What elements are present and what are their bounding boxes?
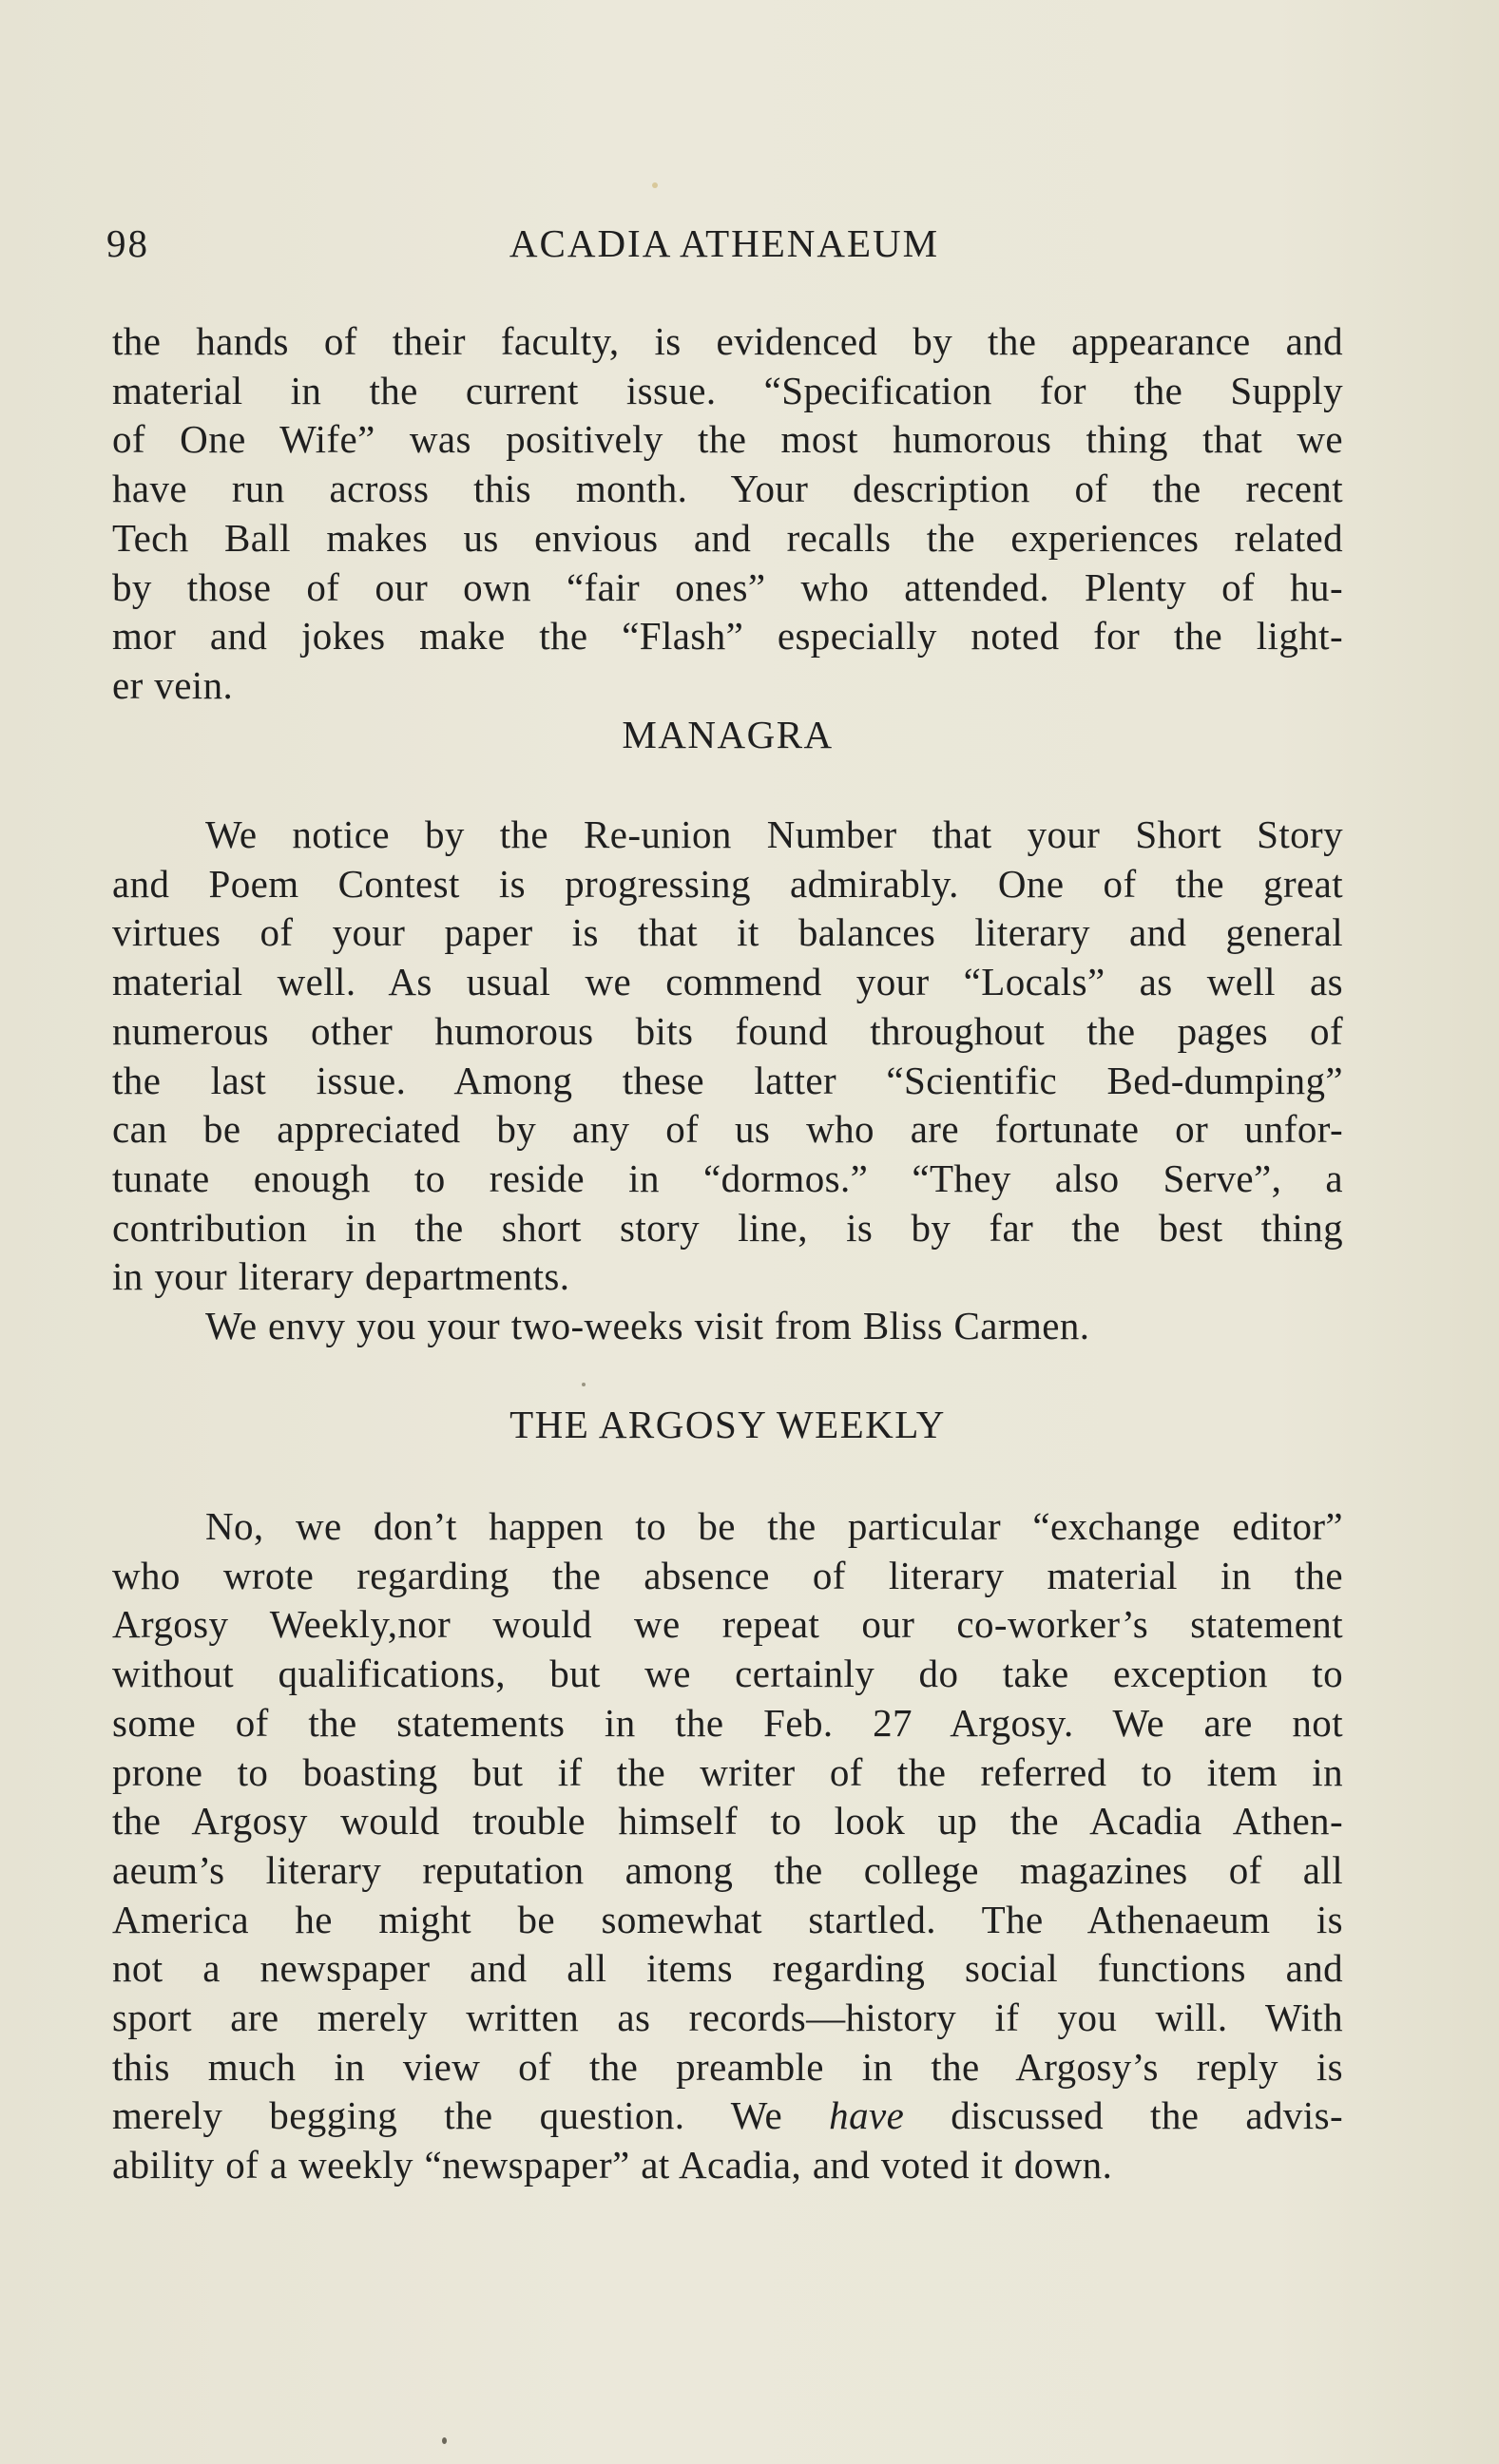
paper-speck bbox=[652, 182, 658, 188]
text-line: without qualifications, but we certainly do take exception to bbox=[112, 1652, 1343, 1696]
managra-review bbox=[112, 811, 1343, 1351]
text-line-mixed bbox=[112, 2092, 1343, 2141]
flash-review-continued bbox=[112, 317, 1343, 711]
text-line: the hands of their faculty, is evidenced by the appearance and bbox=[112, 319, 1343, 363]
text-line: some of the statements in the Feb. 27 Argosy. We are not bbox=[112, 1700, 1343, 1745]
text-run: merely begging the question. We bbox=[112, 2093, 783, 2138]
page-number: 98 bbox=[106, 221, 149, 265]
text-line: prone to boasting but if the writer of the referred to item in bbox=[112, 1749, 1343, 1794]
text-line: tunate enough to reside in “dormos.” “They also Serve”, a bbox=[112, 1156, 1343, 1200]
text-line: the Argosy would trouble himself to look up the Acadia Athen- bbox=[112, 1799, 1343, 1843]
running-title: ACADIA ATHENAEUM bbox=[509, 221, 940, 265]
text-line: aeum’s literary reputation among the college magazines of all bbox=[112, 1847, 1343, 1892]
text-line: material well. As usual we commend your “Locals” as well as bbox=[112, 960, 1343, 1004]
text-line: have run across this month. Your description of the recent bbox=[112, 467, 1343, 511]
text-line: can be appreciated by any of us who are fortunate or unfor- bbox=[112, 1107, 1343, 1152]
text-line: contribution in the short story line, is by far the best thing bbox=[112, 1205, 1343, 1250]
text-line: We notice by the Re-union Number that your Short Story bbox=[205, 812, 1343, 856]
text-line: ability of a weekly “newspaper” at Acadia, and voted it down. bbox=[112, 2143, 1113, 2187]
text-line: in your literary departments. bbox=[112, 1254, 570, 1299]
text-line: er vein. bbox=[112, 662, 234, 707]
text-line: America he might be somewhat startled. The Athenaeum is bbox=[112, 1897, 1343, 1941]
text-line: No, we don’t happen to be the particular “exchange editor” bbox=[205, 1504, 1343, 1548]
argosy-weekly-review bbox=[112, 1502, 1343, 2190]
text-run: discussed the advis- bbox=[904, 2093, 1343, 2138]
text-line: by those of our own “fair ones” who attended. Plenty of hu- bbox=[112, 564, 1343, 609]
paper-speck bbox=[442, 2437, 447, 2444]
text-line: not a newspaper and all items regarding social functions and bbox=[112, 1946, 1343, 1991]
text-line: the last issue. Among these latter “Scientific Bed-dumping” bbox=[112, 1058, 1343, 1102]
italic-emphasis: have bbox=[829, 2093, 905, 2138]
text-line: sport are merely written as records—history if you will. With bbox=[112, 1996, 1343, 2040]
text-line: this much in view of the preamble in the Argosy’s reply is bbox=[112, 2044, 1343, 2089]
paper-speck bbox=[582, 1383, 586, 1386]
text-line: Tech Ball makes us envious and recalls the experiences related bbox=[112, 515, 1343, 560]
text-line: and Poem Contest is progressing admirably. One of the great bbox=[112, 861, 1343, 906]
text-line: mor and jokes make the “Flash” especially noted for the light- bbox=[112, 614, 1343, 659]
page-header bbox=[106, 220, 1342, 277]
text-line: who wrote regarding the absence of literary material in the bbox=[112, 1553, 1343, 1597]
text-line: of One Wife” was positively the most humorous thing that we bbox=[112, 417, 1343, 462]
text-line: Argosy Weekly,nor would we repeat our co-worker’s statement bbox=[112, 1602, 1343, 1647]
text-line: material in the current issue. “Specification for the Supply bbox=[112, 368, 1343, 412]
section-heading-argosy-weekly: THE ARGOSY WEEKLY bbox=[509, 1403, 946, 1446]
text-line: virtues of your paper is that it balances literary and general bbox=[112, 910, 1343, 955]
text-line: We envy you your two-weeks visit from Bliss Carmen. bbox=[205, 1304, 1090, 1348]
text-line: numerous other humorous bits found throughout the pages of bbox=[112, 1008, 1343, 1053]
section-heading-managra: MANAGRA bbox=[622, 713, 834, 756]
